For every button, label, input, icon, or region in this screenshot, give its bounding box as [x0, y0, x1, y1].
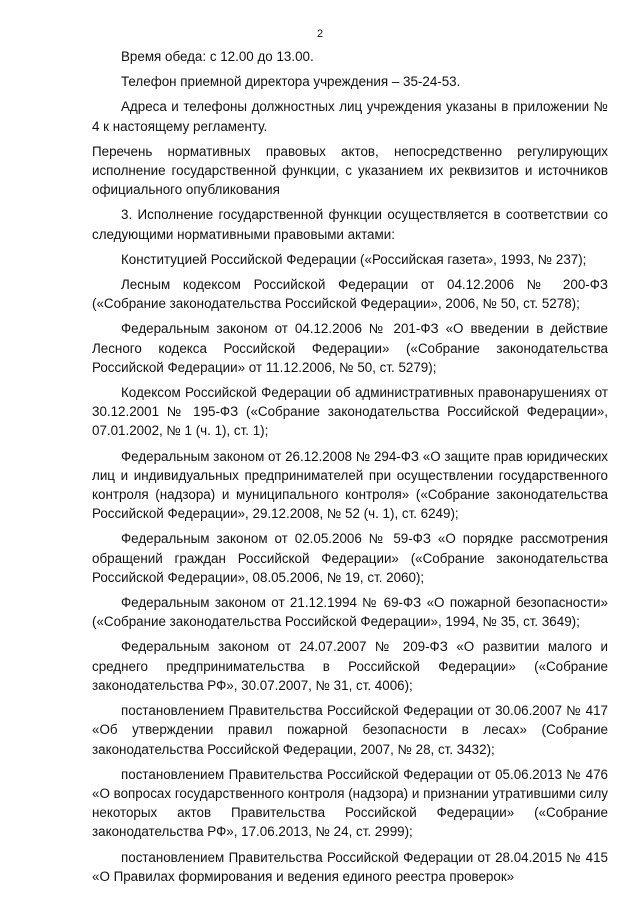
list-item-constitution: Конституцией Российской Федерации («Российская газета», 1993, № 237); — [121, 251, 587, 267]
paragraph-addresses: Адреса и телефоны должностных лиц учреждения указаны в приложении № 4 к настоящему регламенту. — [92, 99, 608, 134]
list-item-law-209: Федеральным законом от 24.07.2007 № 209-ФЗ «О развитии малого и среднего предпринимательства в Российской Федерации» («Собрание законодательства РФ», 30.07.2007, № 31, ст. 4006); — [92, 639, 608, 693]
page-number: 2 — [316, 28, 324, 40]
document-body — [92, 47, 608, 886]
list-item-law-294: Федеральным законом от 26.12.2008 № 294-ФЗ «О защите прав юридических лиц и индивидуальных предпринимателей при осуществлении государственного контроля (надзора) и муниципального контроля» («Собрание законодательства Российской Федерации», 29.12.2008, № 52 (ч. 1), ст. 6249); — [92, 448, 608, 522]
list-item-law-59: Федеральным законом от 02.05.2006 № 59-ФЗ «О порядке рассмотрения обращений граждан Российской Федерации» («Собрание законодательства Российской Федерации», 08.05.2006, № 19, ст. 2060); — [92, 531, 608, 585]
paragraph-lunch-time: Время обеда: с 12.00 до 13.00. — [121, 49, 314, 64]
paragraph-item-3: 3. Исполнение государственной функции осуществляется в соответствии со следующими нормативными правовыми актами: — [92, 207, 608, 242]
list-item-resolution-417: постановлением Правительства Российской Федерации от 30.06.2007 № 417 «Об утверждении правил пожарной безопасности в лесах» (Собрание законодательства Российской Федерации, 2007, № 28, ст. 3432); — [92, 703, 608, 757]
paragraph-reception-phone: Телефон приемной директора учреждения – 35-24-53. — [121, 74, 461, 90]
list-item-forest-code: Лесным кодексом Российской Федерации от 04.12.2006 № 200-ФЗ («Собрание законодательства Российской Федерации», 2006, № 50, ст. 5278); — [92, 277, 608, 312]
list-item-law-201: Федеральным законом от 04.12.2006 № 201-ФЗ «О введении в действие Лесного кодекса Российской Федерации» («Собрание законодательства Российской Федерации» от 11.12.2006, № 50, ст. 5279); — [92, 321, 608, 375]
list-item-resolution-415: постановлением Правительства Российской Федерации от 28.04.2015 № 415 «О Правилах формирования и ведения единого реестра проверок» — [92, 849, 608, 884]
list-item-law-69: Федеральным законом от 21.12.1994 № 69-ФЗ «О пожарной безопасности» («Собрание законодательства Российской Федерации», 1994, № 35, ст. 3649); — [92, 595, 608, 630]
list-item-resolution-476: постановлением Правительства Российской Федерации от 05.06.2013 № 476 «О вопросах государственного контроля (надзора) и признании утратившими силу некоторых актов Правительства Российской Федерации» («Собрание законодательства РФ», 17.06.2013, № 24, ст. 2999); — [92, 766, 608, 840]
section-heading-legal-acts: Перечень нормативных правовых актов, непосредственно регулирующих исполнение государственной функции, с указанием их реквизитов и источников официального опубликования — [92, 143, 608, 198]
list-item-admin-code: Кодексом Российской Федерации об административных правонарушениях от 30.12.2001 № 195-ФЗ («Собрание законодательства Российской Федерации», 07.01.2002, № 1 (ч. 1), ст. 1); — [92, 385, 608, 439]
